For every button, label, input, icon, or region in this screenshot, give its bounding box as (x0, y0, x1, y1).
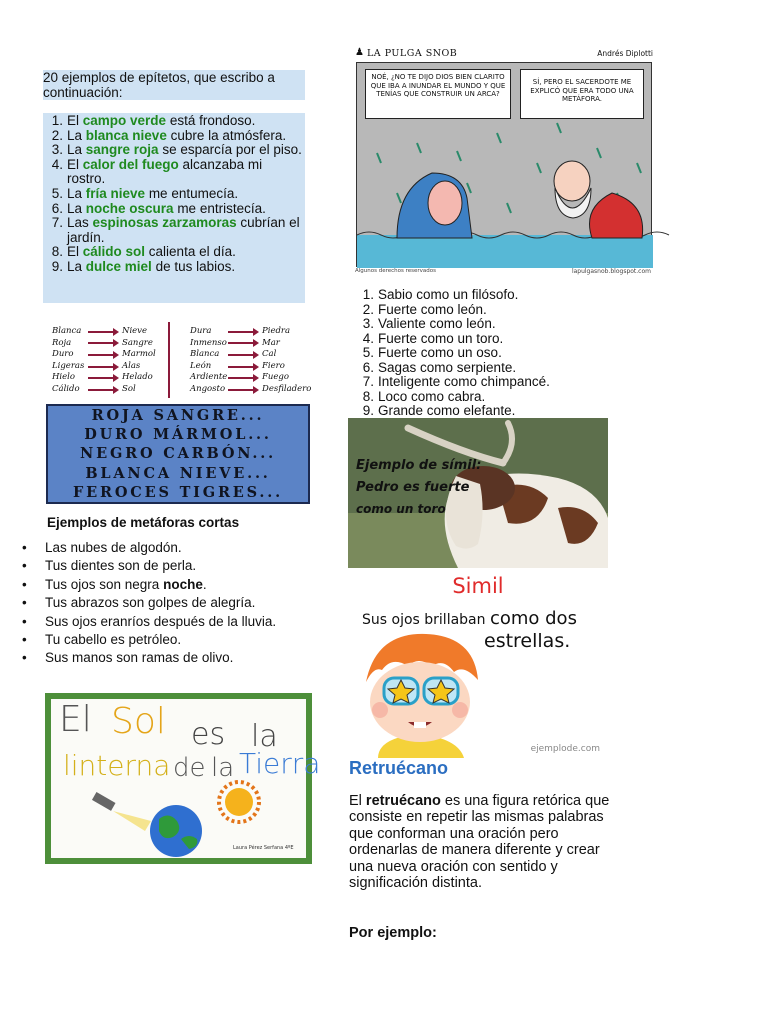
retruecano-example-label: Por ejemplo: (349, 925, 437, 941)
simil-stars-image (348, 572, 608, 758)
metaforas-list (22, 539, 276, 668)
list-item: 9. La dulce miel de tus labios. (51, 258, 236, 274)
list-item: 3. Valiente como león. (362, 316, 496, 331)
retruecano-definition: El retruécano es una figura retórica que consiste en repetir las mismas palabras que conforman una oración pero ordenarlas de manera diferente y crear una nueva oración con sentido y significación distinta. (349, 793, 610, 892)
arrow-icon (228, 342, 254, 344)
sol-linterna-image (45, 693, 321, 864)
list-item: 6. Sagas como serpiente. (362, 359, 517, 375)
epitetos-intro: 20 ejemplos de epítetos, que escribo a continuación: (43, 70, 305, 100)
cartoon-image (353, 44, 655, 276)
list-item: • Sus ojos eranríos después de la lluvia. (22, 613, 276, 631)
bull-simile-image (348, 418, 608, 568)
bull-caption-1: Ejemplo de símil: (356, 458, 482, 473)
speech-bubble-noe: NOÉ, ¿NO TE DIJO DIOS BIEN CLARITO QUE IBA A INUNDAR EL MUNDO Y QUE TENÍAS QUE CONSTRUIR UN ARCA? (365, 69, 511, 119)
signature: Laura Pérez Serfana 4ºE (233, 845, 294, 851)
word-pairs-image (50, 322, 312, 402)
arrow-icon (88, 331, 114, 333)
banner-line: FEROCES TIGRES... (73, 483, 283, 501)
bull-caption-2: Pedro es fuerte (356, 480, 470, 495)
pairs-left-nouns: Nieve Sangre Marmol Alas Helado Sol (122, 326, 156, 394)
list-item: • Tus abrazos son golpes de alegría. (22, 594, 276, 612)
list-item: 6. La noche oscura me entristecía. (51, 200, 266, 216)
sol-drawing (51, 699, 306, 858)
hw-word: Sol (111, 701, 166, 742)
pairs-left-adjectives: Blanca Roja Duro Ligeras Hielo Cálido (52, 326, 85, 394)
woman-figure (397, 173, 472, 238)
bull-caption-3: como un toro (356, 502, 446, 516)
list-item: 3. La sangre roja se esparcía por el piso. (51, 142, 302, 158)
list-item: • Tus ojos son negra noche. (22, 576, 276, 594)
arrow-icon (88, 366, 114, 368)
simil-line-2: estrellas. (484, 630, 571, 652)
list-item: 2. Fuerte como león. (362, 301, 487, 317)
banner-line: DURO MÁRMOL... (84, 426, 272, 444)
list-item: • Las nubes de algodón. (22, 539, 276, 557)
noah-figure (554, 161, 643, 238)
hw-word: linterna (63, 749, 171, 782)
list-item: • Sus manos son ramas de olivo. (22, 649, 276, 667)
arrow-icon (88, 354, 114, 356)
earth-icon (150, 805, 202, 857)
list-item: 1. Sabio como un filósofo. (362, 287, 519, 302)
list-item: 9. Grande como elefante. (362, 403, 516, 418)
arrow-icon (228, 331, 254, 333)
cartoon-author: Andrés Diplotti (597, 49, 653, 58)
divider (168, 322, 170, 398)
arrow-icon (228, 389, 254, 391)
cartoon-site: lapulgasnob.blogspot.com (571, 268, 651, 275)
list-item: 8. Loco como cabra. (362, 388, 486, 404)
epitetos-banner (46, 404, 310, 504)
list-item: 4. Fuerte como un toro. (362, 330, 504, 346)
arrow-icon (88, 342, 114, 344)
list-item: 7. Inteligente como chimpancé. (362, 374, 550, 389)
arrow-icon (228, 377, 254, 379)
simil-title: Simil (452, 574, 504, 598)
banner-line: BLANCA NIEVE... (85, 464, 271, 482)
banner-line: NEGRO CARBÓN... (80, 445, 276, 463)
list-item: 2. La blanca nieve cubre la atmósfera. (51, 127, 287, 143)
list-item: • Tu cabello es petróleo. (22, 631, 276, 649)
arrow-icon (88, 389, 114, 391)
list-item: 5. Fuerte como un oso. (362, 345, 502, 360)
hw-word: la (251, 719, 278, 754)
cartoon-title: LA PULGA SNOB (367, 48, 458, 59)
boy-with-star-glasses (348, 572, 608, 758)
pairs-right-adjectives: Dura Inmenso Blanca León Ardiente Angosto (190, 326, 228, 394)
similes-list (362, 287, 618, 419)
list-item: 5. La fría nieve me entumecía. (51, 185, 239, 201)
epitetos-list (51, 113, 302, 275)
flea-icon: ♟ (355, 47, 364, 58)
cartoon-rights: Algunos derechos reservados (355, 268, 437, 274)
sun-icon (219, 782, 259, 822)
list-item: 8. El cálido sol calienta el día. (51, 244, 236, 260)
arrow-icon (228, 366, 254, 368)
list-item: 7. Las espinosas zarzamoras cubrían el jardín. (51, 215, 300, 245)
arrow-icon (88, 377, 114, 379)
list-item: 1. El campo verde está frondoso. (51, 113, 256, 128)
hw-word: la (211, 753, 235, 783)
hw-word: Tierra (239, 747, 321, 780)
list-item: 4. El calor del fuego alcanzaba mi rostro. (51, 156, 263, 187)
hw-word: de (173, 753, 206, 783)
arrow-icon (228, 354, 254, 356)
banner-line: ROJA SANGRE... (91, 407, 265, 424)
hw-word: El (59, 699, 92, 740)
list-item: • Tus dientes son de perla. (22, 557, 276, 575)
retruecano-title: Retruécano (349, 758, 449, 778)
hw-word: es (191, 717, 226, 752)
flashlight-icon (92, 792, 151, 831)
simil-line-1: Sus ojos brillaban como dos (362, 608, 577, 629)
pairs-right-nouns: Piedra Mar Cal Fiero Fuego Desfiladero (262, 326, 312, 394)
metaforas-title: Ejemplos de metáforas cortas (47, 515, 240, 530)
speech-bubble-reply: SÍ, PERO EL SACERDOTE ME EXPLICÓ QUE ERA TODO UNA METÁFORA. (520, 69, 644, 119)
simil-site: ejemplode.com (530, 744, 600, 754)
